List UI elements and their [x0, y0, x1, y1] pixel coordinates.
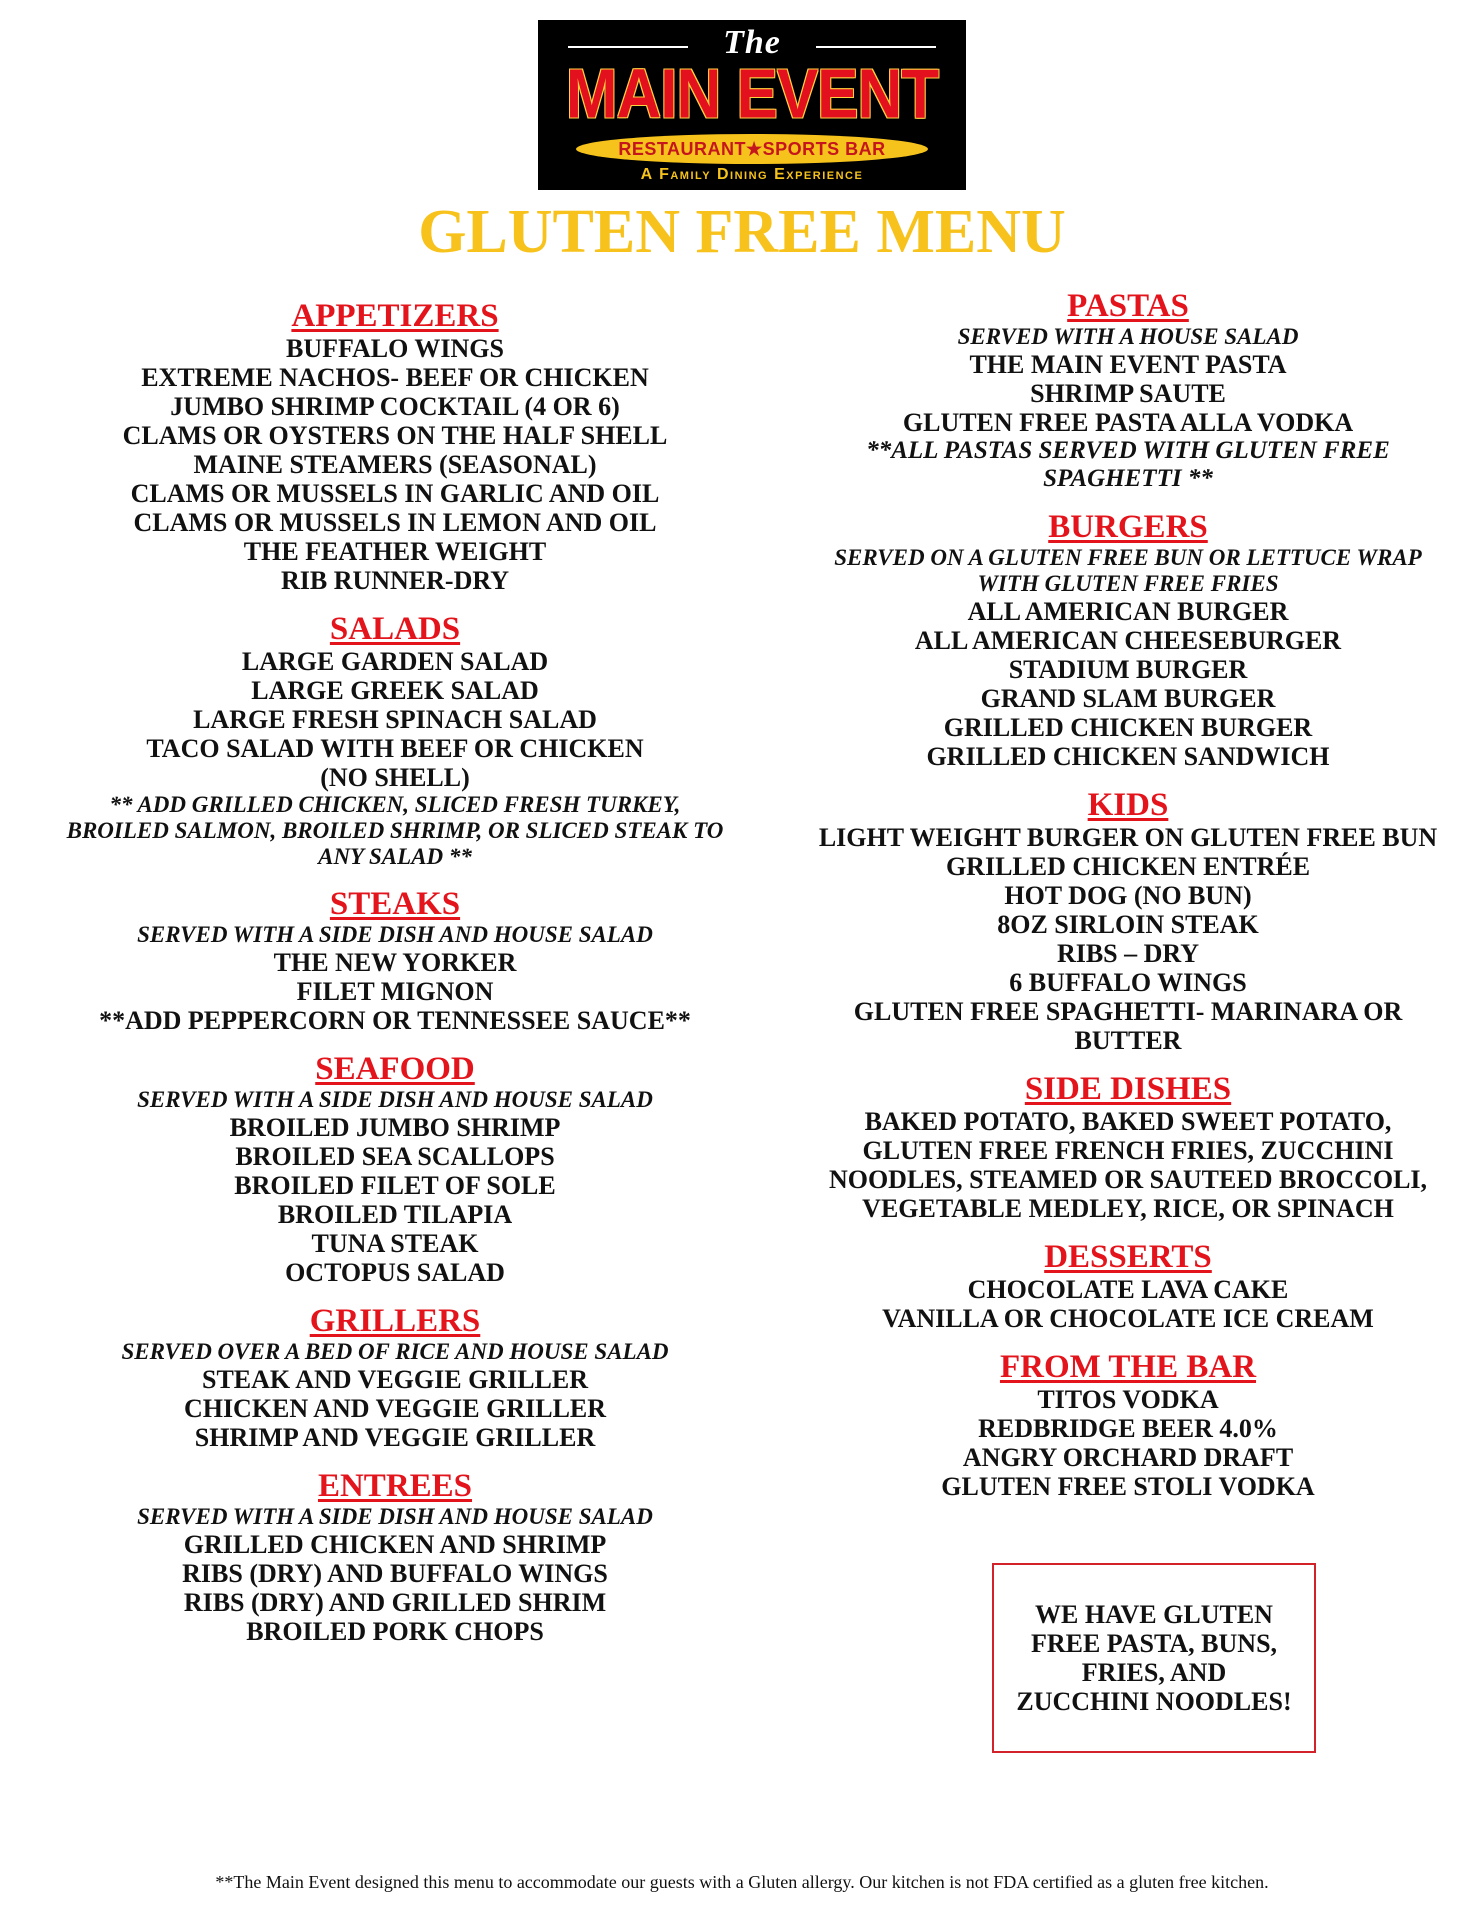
section-heading: STEAKS: [329, 886, 461, 922]
section-burgers: [808, 511, 1448, 771]
section-heading: DESSERTS: [1044, 1239, 1212, 1275]
section-appetizers: [60, 300, 730, 595]
menu-item: CLAMS OR MUSSELS IN GARLIC AND OIL: [130, 479, 660, 508]
logo-the-text: The: [723, 24, 781, 61]
menu-item: SHRIMP AND VEGGIE GRILLER: [194, 1423, 596, 1452]
section-heading: GRILLERS: [309, 1303, 481, 1339]
menu-item: HOT DOG (NO BUN): [1004, 881, 1252, 910]
section-heading: SALADS: [329, 611, 461, 647]
menu-item: TITOS VODKA: [1037, 1385, 1219, 1414]
section-note: SERVED WITH A SIDE DISH AND HOUSE SALAD: [137, 922, 653, 947]
menu-item: TUNA STEAK: [311, 1229, 479, 1258]
section-heading: ENTREES: [317, 1468, 473, 1504]
menu-item: GRILLED CHICKEN SANDWICH: [926, 742, 1330, 771]
section-entrees: [60, 1470, 730, 1646]
section-heading: KIDS: [1087, 787, 1169, 823]
menu-item: GRILLED CHICKEN BURGER: [943, 713, 1313, 742]
menu-item: BROILED SEA SCALLOPS: [235, 1142, 555, 1171]
menu-item: THE NEW YORKER: [273, 948, 517, 977]
menu-item: SHRIMP SAUTE: [1030, 379, 1226, 408]
menu-item: RIBS (DRY) AND BUFFALO WINGS: [182, 1559, 608, 1588]
section-heading: SIDE DISHES: [1024, 1071, 1232, 1107]
section-heading: BURGERS: [1048, 509, 1208, 545]
logo-main-text: MAIN EVENT: [565, 55, 939, 134]
gluten-free-callout-box: [992, 1563, 1316, 1753]
section-footnote: ** ADD GRILLED CHICKEN, SLICED FRESH TURKEY, BROILED SALMON, BROILED SHRIMP, OR SLICED STEAK TO ANY SALAD **: [66, 792, 724, 869]
menu-item: THE MAIN EVENT PASTA: [969, 350, 1287, 379]
menu-item: GRILLED CHICKEN ENTRÉE: [945, 852, 1311, 881]
menu-item: BROILED PORK CHOPS: [246, 1617, 544, 1646]
right-column: [808, 290, 1448, 1519]
menu-item: LARGE GARDEN SALAD: [241, 647, 549, 676]
menu-item: 6 BUFFALO WINGS: [1009, 968, 1247, 997]
menu-item: CLAMS OR OYSTERS ON THE HALF SHELL: [122, 421, 668, 450]
section-pastas: [808, 290, 1448, 493]
menu-item: STADIUM BURGER: [1008, 655, 1248, 684]
menu-item: STEAK AND VEGGIE GRILLER: [201, 1365, 588, 1394]
menu-item: THE FEATHER WEIGHT: [243, 537, 547, 566]
menu-item: **ADD PEPPERCORN OR TENNESSEE SAUCE**: [99, 1006, 691, 1035]
left-column: [60, 300, 730, 1664]
section-steaks: [60, 888, 730, 1035]
menu-item: ALL AMERICAN BURGER: [967, 597, 1289, 626]
restaurant-logo: [538, 20, 966, 190]
menu-item: BROILED JUMBO SHRIMP: [229, 1113, 561, 1142]
logo-oval-text: RESTAURANT★SPORTS BAR: [576, 134, 928, 164]
menu-item: GRAND SLAM BURGER: [980, 684, 1276, 713]
menu-item: RIB RUNNER-DRY: [280, 566, 510, 595]
callout-text: WE HAVE GLUTEN FREE PASTA, BUNS, FRIES, AND ZUCCHINI NOODLES!: [1016, 1600, 1292, 1716]
section-note: SERVED WITH A SIDE DISH AND HOUSE SALAD: [137, 1087, 653, 1112]
menu-item: FILET MIGNON: [296, 977, 494, 1006]
section-desserts: [808, 1241, 1448, 1333]
menu-item: ALL AMERICAN CHEESEBURGER: [914, 626, 1342, 655]
menu-item: GLUTEN FREE SPAGHETTI- MARINARA OR BUTTER: [853, 997, 1403, 1055]
section-note: SERVED OVER A BED OF RICE AND HOUSE SALAD: [121, 1339, 669, 1364]
menu-item: GLUTEN FREE STOLI VODKA: [941, 1472, 1315, 1501]
menu-item: LARGE GREEK SALAD: [251, 676, 539, 705]
menu-item: RIBS (DRY) AND GRILLED SHRIM: [183, 1588, 607, 1617]
menu-item: EXTREME NACHOS- BEEF OR CHICKEN: [141, 363, 649, 392]
section-seafood: [60, 1053, 730, 1287]
menu-item: REDBRIDGE BEER 4.0%: [978, 1414, 1278, 1443]
section-note: SERVED WITH A SIDE DISH AND HOUSE SALAD: [137, 1504, 653, 1529]
logo-rule-right: [816, 46, 936, 48]
menu-item: CHOCOLATE LAVA CAKE: [967, 1275, 1289, 1304]
menu-item: (NO SHELL): [320, 763, 470, 792]
section-note: SERVED WITH A HOUSE SALAD: [957, 324, 1299, 349]
menu-item: GRILLED CHICKEN AND SHRIMP: [183, 1530, 607, 1559]
section-from-the-bar: [808, 1351, 1448, 1501]
menu-item: BUFFALO WINGS: [286, 334, 504, 363]
section-note: SERVED ON A GLUTEN FREE BUN OR LETTUCE WRAP WITH GLUTEN FREE FRIES: [834, 545, 1422, 596]
menu-item: TACO SALAD WITH BEEF OR CHICKEN: [146, 734, 644, 763]
menu-item: CHICKEN AND VEGGIE GRILLER: [183, 1394, 607, 1423]
section-grillers: [60, 1305, 730, 1452]
menu-item: VANILLA OR CHOCOLATE ICE CREAM: [882, 1304, 1374, 1333]
disclaimer-footer: **The Main Event designed this menu to accommodate our guests with a Gluten allergy. Our kitchen is not FDA certified as a gluten free kitchen.: [215, 1872, 1269, 1892]
menu-item: BAKED POTATO, BAKED SWEET POTATO, GLUTEN FREE FRENCH FRIES, ZUCCHINI NOODLES, STEAMED OR SAUTEED BROCCOLI, VEGETABLE MEDLEY, RICE, OR SPINACH: [828, 1107, 1428, 1223]
menu-item: JUMBO SHRIMP COCKTAIL (4 OR 6): [170, 392, 620, 421]
section-kids: [808, 789, 1448, 1055]
menu-item: BROILED FILET OF SOLE: [234, 1171, 556, 1200]
section-heading: SEAFOOD: [315, 1051, 475, 1087]
menu-item: BROILED TILAPIA: [277, 1200, 513, 1229]
section-heading: FROM THE BAR: [999, 1349, 1257, 1385]
section-salads: [60, 613, 730, 870]
section-footnote: **ALL PASTAS SERVED WITH GLUTEN FREE SPAGHETTI **: [866, 437, 1390, 492]
menu-item: CLAMS OR MUSSELS IN LEMON AND OIL: [133, 508, 657, 537]
logo-tagline: A Family Dining Experience: [640, 166, 864, 183]
menu-title: GLUTEN FREE MENU: [418, 198, 1066, 266]
section-heading: APPETIZERS: [291, 298, 499, 334]
menu-item: MAINE STEAMERS (SEASONAL): [193, 450, 597, 479]
menu-item: 8OZ SIRLOIN STEAK: [997, 910, 1259, 939]
section-side-dishes: [808, 1073, 1448, 1223]
menu-item: RIBS – DRY: [1056, 939, 1200, 968]
menu-item: OCTOPUS SALAD: [285, 1258, 505, 1287]
menu-item: ANGRY ORCHARD DRAFT: [962, 1443, 1294, 1472]
menu-item: LARGE FRESH SPINACH SALAD: [193, 705, 597, 734]
menu-item: GLUTEN FREE PASTA ALLA VODKA: [902, 408, 1354, 437]
menu-item: LIGHT WEIGHT BURGER ON GLUTEN FREE BUN: [818, 823, 1438, 852]
section-heading: PASTAS: [1067, 288, 1189, 324]
